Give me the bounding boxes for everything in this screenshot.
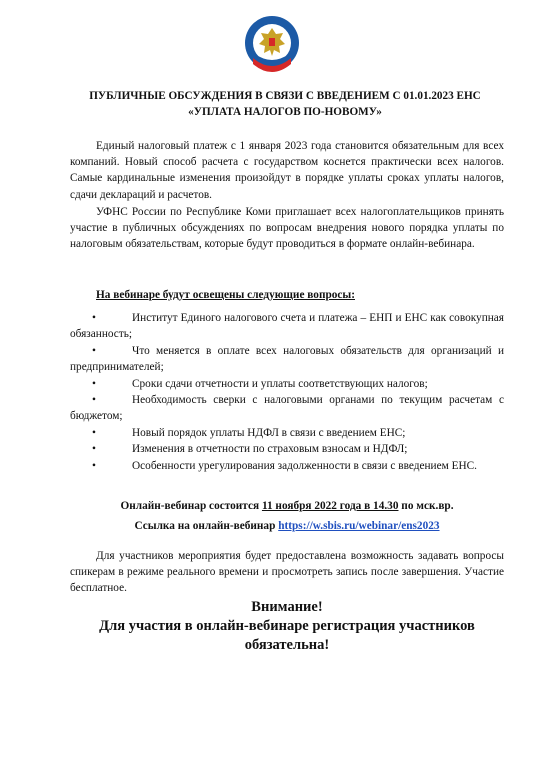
document-title: [70, 88, 500, 120]
list-item: [70, 425, 504, 441]
list-item-text: Особенности урегулирования задолженности в связи с введением ЕНС.: [132, 459, 477, 472]
questions-heading: На вебинаре будут освещены следующие вопросы:: [96, 289, 355, 301]
bullet-icon: •: [92, 377, 96, 390]
fns-emblem-icon: [243, 14, 301, 82]
list-item-text: Что меняется в оплате всех налоговых обязательств для организаций и предпринимателей;: [70, 344, 504, 374]
bullet-icon: •: [92, 426, 96, 439]
list-item: [70, 441, 504, 457]
bullet-icon: •: [92, 459, 96, 472]
attention-line-2: обязательна!: [244, 637, 330, 653]
webinar-date-value: 11 ноября 2022 года в 14.30: [261, 500, 399, 512]
bullet-icon: •: [92, 312, 96, 324]
questions-list: [70, 310, 504, 474]
title-line-2: «УПЛАТА НАЛОГОВ ПО-НОВОМУ»: [188, 106, 382, 118]
list-item-text: Сроки сдачи отчетности и уплаты соответствующих налогов;: [132, 377, 428, 390]
intro-paragraph: Единый налоговый платеж с 1 января 2023 года становится обязательным для всех компаний. Новый способ расчета с государством коснется практически всех налогов. Самые кардинальные изменения произойдут в порядке уплаты сроках уплаты налогов, сдачи деклараций и расчетов.: [70, 140, 504, 201]
list-item: [70, 310, 504, 343]
bullet-icon: •: [92, 394, 96, 407]
attention-line-1: Для участия в онлайн-вебинаре регистрация участников: [99, 618, 475, 634]
bullet-icon: •: [92, 443, 96, 456]
webinar-link-line: [70, 520, 504, 532]
webinar-date-prefix: Онлайн-вебинар состоится: [120, 500, 262, 512]
attention-block: [70, 598, 504, 655]
webinar-link-prefix: Ссылка на онлайн-вебинар: [134, 520, 279, 532]
participation-paragraph: Для участников мероприятия будет предоставлена возможность задавать вопросы спикерам в режиме реального времени и просмотреть запись после завершения. Участие бесплатное.: [70, 550, 504, 595]
attention-heading: Внимание!: [251, 599, 323, 615]
webinar-date: [70, 500, 504, 512]
list-item: [70, 376, 504, 392]
webinar-link[interactable]: https://w.sbis.ru/webinar/ens2023: [278, 520, 440, 532]
list-item: [70, 458, 504, 474]
list-item: [70, 343, 504, 376]
list-item-text: Институт Единого налогового счета и платежа – ЕНП и ЕНС как совокупная обязанность;: [70, 312, 504, 341]
webinar-date-suffix: по мск.вр.: [398, 500, 454, 512]
list-item-text: Новый порядок уплаты НДФЛ в связи с введением ЕНС;: [132, 426, 406, 439]
list-item-text: Необходимость сверки с налоговыми органами по текущим расчетам с бюджетом;: [70, 394, 504, 423]
list-item: [70, 392, 504, 425]
bullet-icon: •: [92, 344, 96, 357]
invitation-paragraph: УФНС России по Республике Коми приглашает всех налогоплательщиков принять участие в публичных обсуждениях по вопросам внедрения нового порядка уплаты по налоговым обязательствам, которые будут проводиться в формате онлайн-вебинара.: [70, 206, 504, 251]
list-item-text: Изменения в отчетности по страховым взносам и НДФЛ;: [132, 443, 408, 456]
title-line-1: ПУБЛИЧНЫЕ ОБСУЖДЕНИЯ В СВЯЗИ С ВВЕДЕНИЕМ С 01.01.2023 ЕНС: [89, 90, 481, 102]
